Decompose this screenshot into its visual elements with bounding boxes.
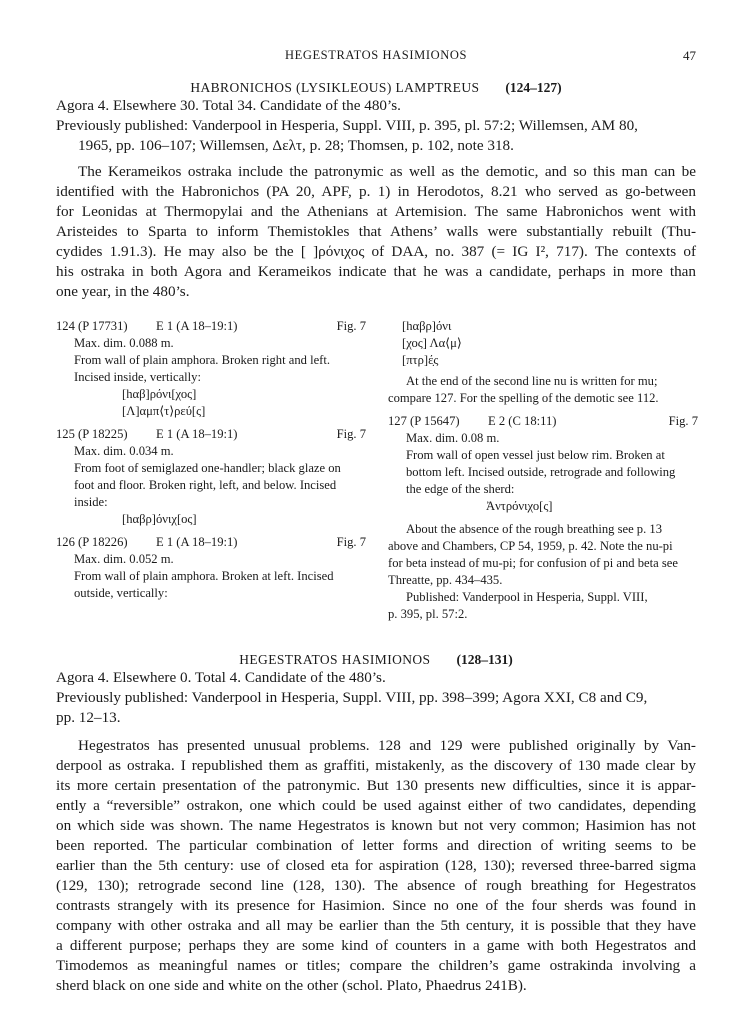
- section-counts: Agora 4. Elsewhere 0. Total 4. Candidate of the 480’s.: [56, 669, 386, 686]
- paragraph-line: Timodemos as meaningful names or titles; compare the children’s game ostrakinda involving a: [56, 957, 696, 974]
- paragraph-line: (129, 130); retrograde second line (128, 130). The absence of rough breathing for Hegestratos: [56, 877, 696, 894]
- paragraph-line: cydides 1.91.3). He may also be the [ ]ρόνιχος of DAA, no. 387 (= IG I², 717). The contexts of: [56, 243, 696, 260]
- prev-published-line: Previously published: Vanderpool in Hesperia, Suppl. VIII, p. 395, pl. 57:2; Willemsen, AM 80,: [56, 117, 638, 134]
- entry-line: foot and floor. Broken right, left, and below. Incised: [74, 478, 337, 492]
- entry-location: E 1 (A 18–19:1): [156, 319, 238, 333]
- entry-line: Incised inside, vertically:: [74, 370, 201, 384]
- entry-location: E 2 (C 18:11): [488, 414, 557, 428]
- entry-body: [56, 551, 366, 602]
- entry-line: bottom left. Incised outside, retrograde and following: [406, 465, 676, 479]
- entry-line: Max. dim. 0.034 m.: [74, 444, 174, 458]
- entry-header: [56, 534, 366, 551]
- section-counts: Agora 4. Elsewhere 30. Total 34. Candidate of the 480’s.: [56, 97, 401, 114]
- entry-line: Max. dim. 0.08 m.: [406, 431, 500, 445]
- entry-line: the edge of the sherd:: [406, 482, 515, 496]
- entry-line: From wall of plain amphora. Broken at left. Incised: [74, 569, 334, 583]
- entry-location: E 1 (A 18–19:1): [156, 535, 238, 549]
- catalogue-columns: [56, 318, 696, 653]
- prev-published-line: Previously published: Vanderpool in Hesperia, Suppl. VIII, pp. 398–399; Agora XXI, C8 and C9,: [56, 689, 648, 706]
- entry-line: outside, vertically:: [74, 586, 168, 600]
- entry-line: From wall of plain amphora. Broken right and left.: [74, 353, 331, 367]
- entry-line: From wall of open vessel just below rim. Broken at: [406, 448, 665, 462]
- entry-number: 126 (P 18226): [56, 535, 128, 549]
- section-hegestratos: [56, 652, 696, 996]
- entry-body: [388, 430, 698, 515]
- entry-body: [56, 335, 366, 420]
- note-line: About the absence of the rough breathing see p. 13: [406, 522, 662, 536]
- section-range: (124–127): [505, 80, 562, 95]
- paragraph-line: earlier than the 5th century: use of closed eta for aspiration (128, 130); reversed three-barred sigma: [56, 857, 696, 874]
- page-number: 47: [683, 48, 696, 63]
- section-range: (128–131): [456, 652, 513, 667]
- entry-line: Max. dim. 0.052 m.: [74, 552, 174, 566]
- paragraph-line: sherd black on one side and white on the other (schol. Plato, Phaedrus 241B).: [56, 977, 527, 994]
- paragraph-line: Hegestratos has presented unusual problems. 128 and 129 were published originally by Van-: [78, 737, 696, 754]
- greek-inscription: [χος] Λα⟨μ⟩: [402, 336, 462, 350]
- greek-inscription: [hαβ]ρόνι[χος]: [122, 387, 197, 401]
- paragraph-line: ently a “reversible” ostrakon, one which could be used against either of two candidates, depending: [56, 797, 696, 814]
- paragraph-line: a different purpose; perhaps they are some kind of counters in a game with both Hegestratos and: [56, 937, 696, 954]
- section-heading: [56, 80, 696, 96]
- section-heading: [56, 652, 696, 668]
- greek-inscription: [hαβρ]όνιχ[ος]: [122, 512, 197, 526]
- prev-published-line: pp. 12–13.: [56, 709, 121, 726]
- paragraph-line: company with other ostraka and all may be earlier than the 5th century, it is possible that they have: [56, 917, 696, 934]
- paragraph-line: his ostraka in both Agora and Kerameikos indicate that he was a candidate, perhaps in more than: [56, 263, 696, 280]
- entry-line: inside:: [74, 495, 108, 509]
- right-column: [388, 318, 698, 623]
- note-line: At the end of the second line nu is written for mu;: [406, 374, 658, 388]
- greek-inscription: [πτρ]έ̣ς: [402, 353, 439, 367]
- paragraph-line: contrasts strangely with its presence for Hasimion. Since no one of the four sherds was found in: [56, 897, 696, 914]
- running-head-title: HEGESTRATOS HASIMIONOS: [284, 48, 468, 62]
- note-line: for beta instead of mu-pi; for confusion of pi and beta see: [388, 556, 678, 570]
- catalogue-entry-125: [56, 426, 366, 528]
- paragraph-line: for Leonidas at Thermopylai and the Athenians at Artemision. The same Habronichos went with: [56, 203, 696, 220]
- entry-figure: Fig. 7: [336, 535, 366, 549]
- paragraph-line: Aristeides to Sparta to inform Themistokles that Athens’ walls were substantially rebuilt (Thu-: [56, 223, 696, 240]
- running-head: [56, 48, 696, 66]
- entry-line: Max. dim. 0.088 m.: [74, 336, 174, 350]
- entry-number: 127 (P 15647): [388, 414, 460, 428]
- entry-figure: Fig. 7: [668, 414, 698, 428]
- published-line: Published: Vanderpool in Hesperia, Suppl. VIII,: [406, 590, 648, 604]
- entry-number: 125 (P 18225): [56, 427, 128, 441]
- note-line: Threatte, pp. 434–435.: [388, 573, 503, 587]
- greek-inscription: [Λ]αμπ⟨τ⟩ρεύ[ς]: [122, 404, 206, 418]
- entry-location: E 1 (A 18–19:1): [156, 427, 238, 441]
- paragraph-line: one year, in the 480’s.: [56, 283, 190, 300]
- section-habronichos: [56, 80, 696, 302]
- greek-inscription: Ἀντρόνιχο[ς]: [486, 499, 553, 513]
- entry-header: [56, 318, 366, 335]
- paragraph-line: been reported. The particular combination of letter forms and direction of writing seems to be: [56, 837, 696, 854]
- paragraph-line: The Kerameikos ostraka include the patronymic as well as the demotic, and so this man can be: [78, 163, 696, 180]
- entry-number: 124 (P 17731): [56, 319, 128, 333]
- greek-inscription: [hαβρ]όνι: [402, 319, 452, 333]
- note-line: compare 127. For the spelling of the demotic see 112.: [388, 391, 659, 405]
- entry-header: [56, 426, 366, 443]
- document-page: [56, 0, 696, 1024]
- note-line: above and Chambers, CP 54, 1959, p. 42. Note the nu-pi: [388, 539, 673, 553]
- section-title: HABRONICHOS (LYSIKLEOUS) LAMPTREUS: [190, 80, 480, 95]
- entry-figure: Fig. 7: [336, 427, 366, 441]
- entry-body: [56, 443, 366, 528]
- entry-header: [388, 413, 698, 430]
- prev-published-line: 1965, pp. 106–107; Willemsen, Δελτ, p. 28; Thomsen, p. 102, note 318.: [78, 137, 514, 154]
- catalogue-entry-124: [56, 318, 366, 420]
- left-column: [56, 318, 366, 608]
- entry-figure: Fig. 7: [336, 319, 366, 333]
- entry-line: From foot of semiglazed one-handler; black glaze on: [74, 461, 341, 475]
- section-title: HEGESTRATOS HASIMIONOS: [239, 652, 431, 667]
- catalogue-entry-126: [56, 534, 366, 602]
- paragraph-line: on which side was shown. The name Hegestratos is known but not very common; Hasimion has not: [56, 817, 696, 834]
- paragraph-line: derpool as ostraka. I republished them as graffiti, mistakenly, as the discovery of 130 made clear by: [56, 757, 696, 774]
- published-line: p. 395, pl. 57:2.: [388, 607, 468, 621]
- paragraph-line: identified with the Habronichos (PA 20, APF, p. 1) in Herodotos, 8.21 who served as go-between: [56, 183, 696, 200]
- paragraph-line: its more certain presentation of the patronymic. But 130 presents new difficulties, since it is appar-: [56, 777, 696, 794]
- catalogue-entry-127: [388, 413, 698, 515]
